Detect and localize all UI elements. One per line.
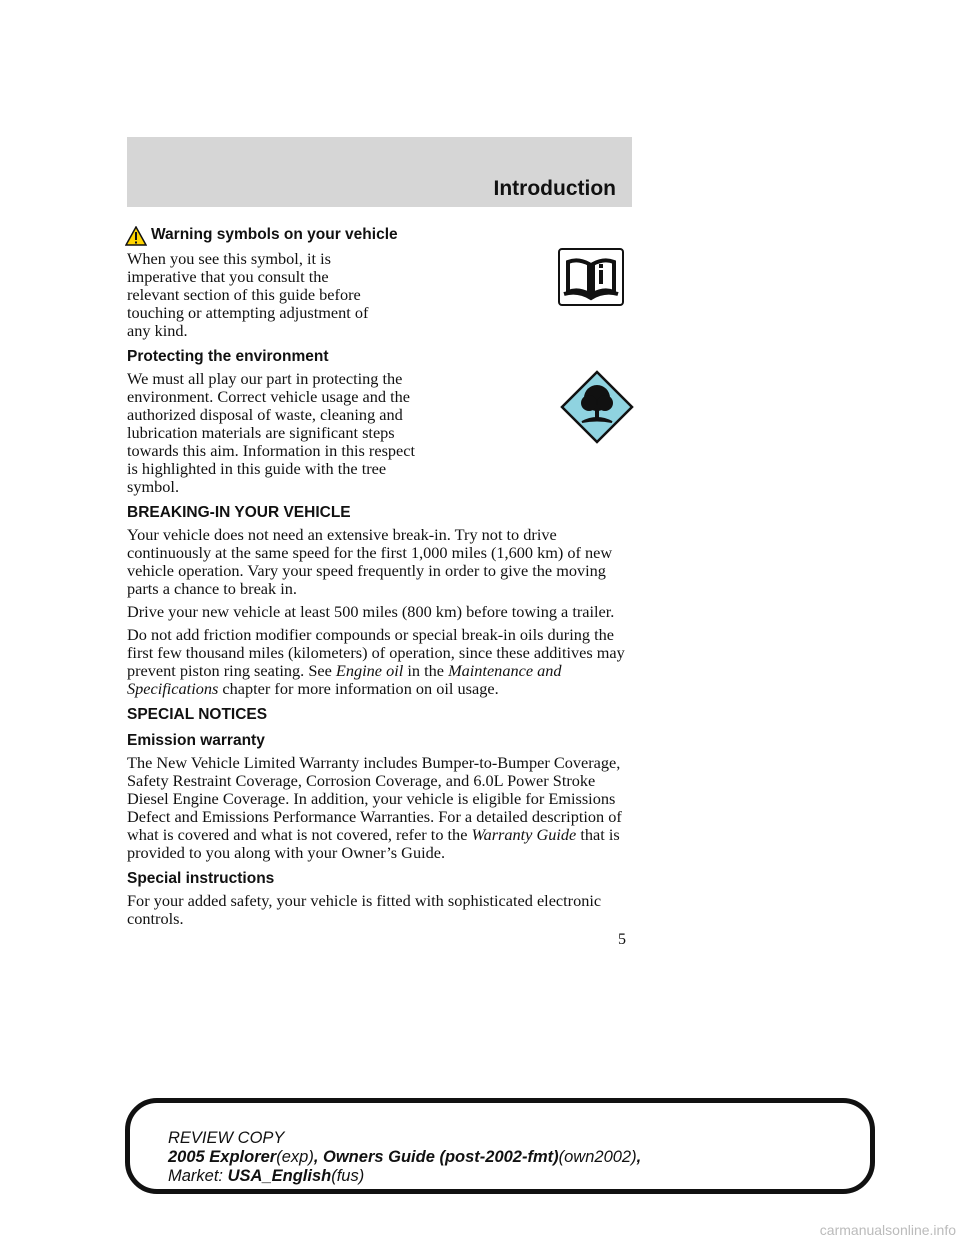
info-book-icon [558,248,624,306]
environment-heading: Protecting the environment [127,348,329,365]
footer-line-1: REVIEW COPY [168,1129,285,1147]
footer-model: 2005 Explorer [168,1148,277,1166]
warranty-guide-reference: Warranty Guide [471,825,577,844]
special-instructions-body: For your added safety, your vehicle is fitted with sophisticated electronic controls. [127,891,602,928]
emission-warranty-body [127,754,632,862]
page-number: 5 [618,931,626,948]
site-watermark: carmanualsonline.info [819,1222,956,1238]
footer-comma-1: , [313,1148,319,1166]
breakin-p3-text-3: chapter for more information on oil usage. [222,679,499,698]
emission-warranty-heading: Emission warranty [127,732,265,749]
breakin-heading: BREAKING-IN YOUR VEHICLE [127,504,351,521]
tree-icon-box [422,370,632,465]
review-copy-footer [125,1098,875,1194]
warning-body: When you see this symbol, it is imperative that you consult the relevant section of this guide before touching or attempting adjustment of any kind. [127,249,369,340]
warning-triangle-icon [125,226,147,246]
tree-diamond-icon [560,370,634,444]
breakin-paragraph-3 [127,626,632,698]
footer-market-code: (fus) [331,1167,365,1185]
page-content [127,222,632,933]
special-instructions-heading: Special instructions [127,870,275,887]
footer-market-label: Market: [168,1167,224,1185]
footer-guide-code: (own2002) [558,1148,637,1166]
header-band [127,137,632,207]
breakin-paragraph-2: Drive your new vehicle at least 500 miles (800 km) before towing a trailer. [127,602,615,621]
environment-body: We must all play our part in protecting the environment. Correct vehicle usage and the authorized disposal of waste, cleaning and lubrication materials are significant steps towards this aim. Information in this respect is highlighted in this guide with the tree symbol. [127,369,416,496]
footer-line-3 [168,1167,641,1186]
special-notices-heading: SPECIAL NOTICES [127,706,268,723]
page-title: Introduction [493,177,616,200]
breakin-paragraph-1: Your vehicle does not need an extensive break-in. Try not to drive continuously at the same speed for the first 1,000 miles (1,600 km) of new vehicle operation. Vary your speed frequently in order to give the moving parts a chance to break in. [127,525,613,598]
breakin-p3-text-1: Do not add friction modifier compounds or special break-in oils during the first few thousand miles (kilometers) of operation, since these additives may prevent piston ring seating. See [127,625,625,680]
emission-text-1: The New Vehicle Limited Warranty includes Bumper-to-Bumper Coverage, Safety Restraint Coverage, Corrosion Coverage, and 6.0L Power Stroke Diesel Engine Coverage. In addition, your vehicle is eligible for Emissions Defect and Emissions Performance Warranties. For a detailed description of what is covered and what is not covered, refer to the [127,753,622,844]
footer-text [168,1129,641,1186]
engine-oil-reference: Engine oil [335,661,404,680]
footer-model-code: (exp) [276,1148,314,1166]
footer-line-2 [168,1148,641,1167]
info-icon-box [422,244,632,339]
footer-guide: Owners Guide (post-2002-fmt) [323,1148,559,1166]
footer-market: USA_English [227,1167,332,1185]
footer-comma-2: , [636,1148,642,1166]
maintenance-chapter-reference: Maintenance and Specifications [127,661,562,698]
emission-text-2: that is provided to you along with your Owner’s Guide. [127,825,620,862]
warning-heading-text: Warning symbols on your vehicle [151,226,398,243]
warning-heading [127,226,632,244]
breakin-p3-text-2: in the [407,661,444,680]
